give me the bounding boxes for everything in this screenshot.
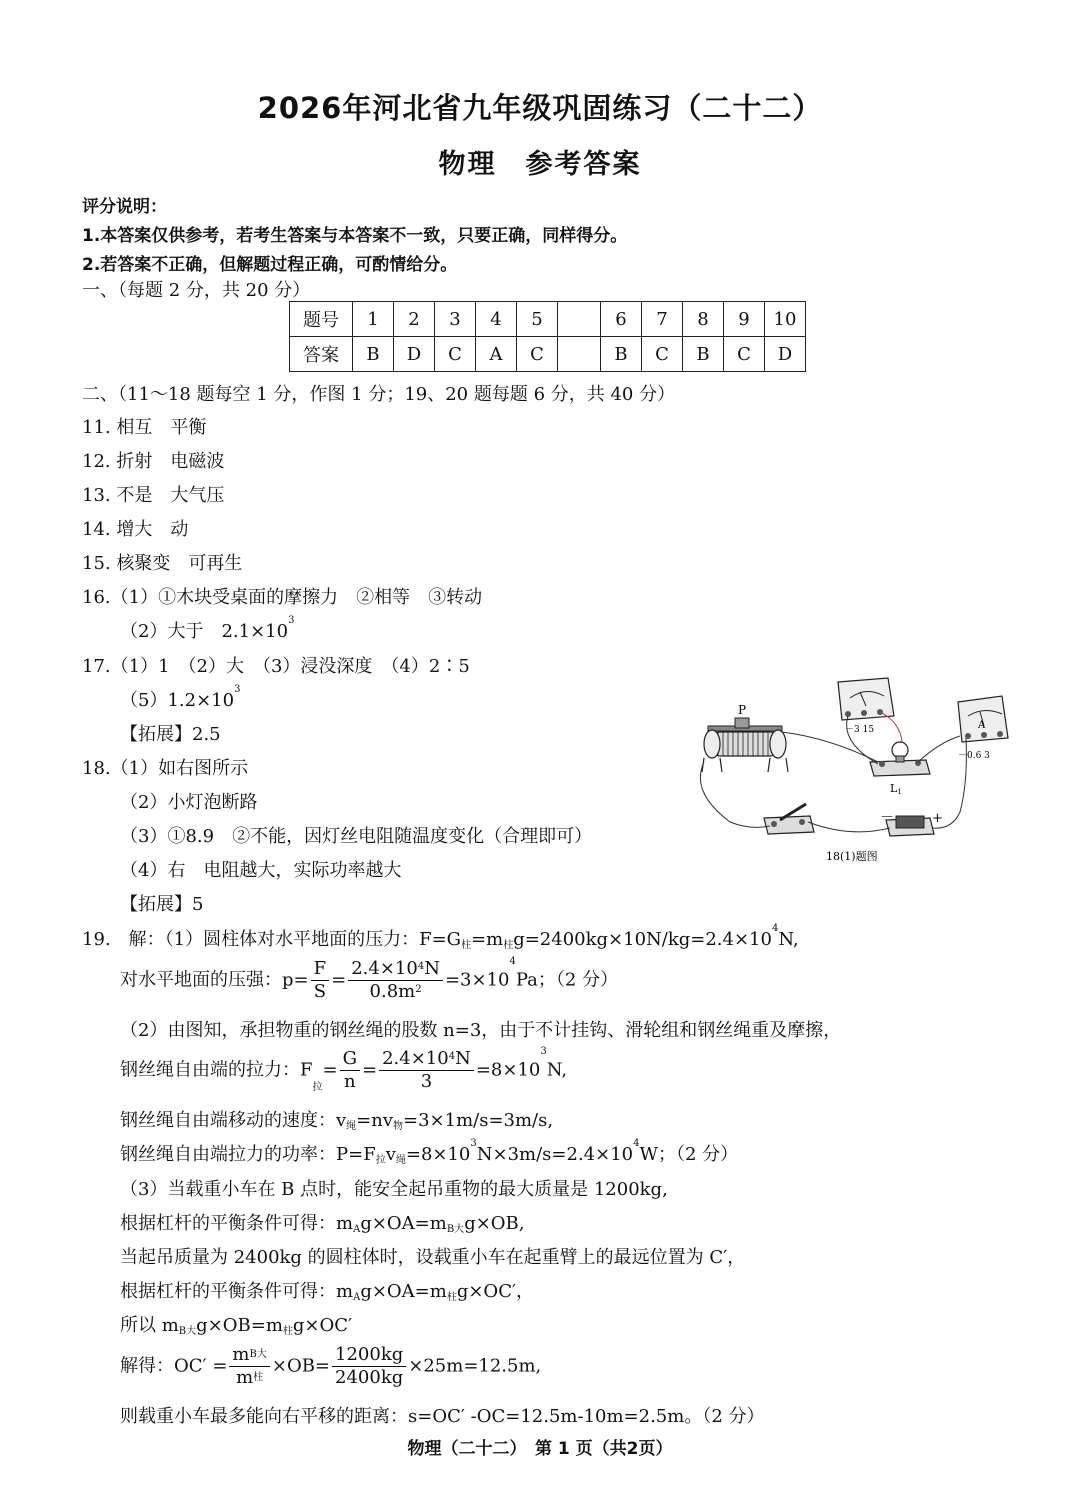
table-header-cell: 题号 [290,302,353,337]
table-cell: 9 [724,302,765,337]
table-header-cell: 答案 [290,337,353,372]
table-cell: C [642,337,683,372]
table-cell: 5 [517,302,558,337]
answer-18-3: （3）①8.9 ②不能，因灯丝电阻随温度变化（合理即可） [120,826,593,847]
table-cell: 7 [642,302,683,337]
table-cell: D [765,337,806,372]
voltmeter-icon [838,678,894,720]
table-cell: B [601,337,642,372]
table-cell: D [394,337,435,372]
page-subtitle: 物理 参考答案 [438,149,642,180]
section-2-heading: 二、（11～18 题每空 1 分，作图 1 分；19、20 题每题 6 分，共 40 分） [82,384,676,405]
ammeter-icon [958,696,1008,742]
section-1-heading: 一、（每题 2 分，共 20 分） [82,280,311,301]
table-empty-cell [558,337,601,372]
notes-heading: 评分说明： [82,197,167,217]
answer-table [289,301,806,372]
lamp-label: L1 [890,782,902,796]
switch-icon [764,804,814,834]
q19-line-13: 则载重小车最多能向右平移的距离：s=OC′ -OC=12.5m-10m=2.5m。（2 分） [120,1406,765,1427]
answer-18-4: （4）右 电阻越大，实际功率越大 [120,860,402,881]
q19-line-3: （2）由图知，承担物重的钢丝绳的股数 n=3，由于不计挂钩、滑轮组和钢丝绳重及摩擦， [120,1020,842,1041]
battery-plus: + [932,811,943,826]
table-empty-cell [558,302,601,337]
answer-16-1: 16.（1）①木块受桌面的摩擦力 ②相等 ③转动 [82,587,483,608]
table-cell: 2 [394,302,435,337]
answer-11: 11. 相互 平衡 [82,417,207,438]
table-cell: C [435,337,476,372]
ammeter-terminals: －0.6 3 [958,751,990,761]
q19-line-1: 19. 解：（1）圆柱体对水平地面的压力：F=G柱=m柱$g=2400kg\times 10N/kg=2.4\times 10^4N$, [82,923,799,951]
q19-line-5: 钢丝绳自由端移动的速度：v绳=nv物=3×1m/s=3m/s, [120,1110,554,1132]
slider-label: P [738,703,747,717]
table-cell: 8 [683,302,724,337]
q19-line-6: 钢丝绳自由端拉力的功率：P=F拉v绳$=8\times 10^3N\times 3m/s=2.4\times 10^4W$；（2 分） [120,1138,739,1166]
figure-caption: 18(1)题图 [826,850,878,863]
q19-line-8: 根据杠杆的平衡条件可得：mAg×OA=mB大g×OB, [120,1213,525,1235]
answer-17-5: $(5)1.2\times 10^3$ [120,684,241,711]
table-cell: C [724,337,765,372]
table-cell: 10 [765,302,806,337]
answer-13: 13. 不是 大气压 [82,485,225,506]
answer-18-2: （2）小灯泡断路 [120,792,258,813]
rheostat-icon [702,718,788,772]
answer-17-1: 17.（1）1 （2）大 （3）浸没深度 （4）2∶5 [82,656,470,677]
q19-line-9: 当起吊质量为 2400kg 的圆柱体时，设载重小车在起重臂上的最远位置为 C′， [120,1247,746,1268]
table-cell: B [353,337,394,372]
table-cell: 3 [435,302,476,337]
q19-line-12: 解得：OC′ = $\frac{\text{mB大}}{\text{m柱}}$ ×OB= $\frac{1200kg}{2400kg}$ ×25m=12.5m, [120,1344,542,1388]
table-cell: 1 [353,302,394,337]
circuit-diagram [690,672,1030,872]
answer-14: 14. 增大 动 [82,519,189,540]
q19-line-4: 钢丝绳自由端的拉力：F拉= $\frac{G}{n}$ = $\frac{2.4\times 10^4N}{3}$ $=8\times 10^3N$, [120,1046,568,1093]
q19-line-2: 对水平地面的压强：p= $\frac{F}{S}$ = $\frac{2.4\times 10^4N}{0.8m^2}$ $=3\times 10^4Pa$；（2 分） [120,956,619,1002]
page-footer: 物理（二十二） 第 1 页（共2页） [407,1439,673,1459]
answer-12: 12. 折射 电磁波 [82,451,225,472]
table-cell: B [683,337,724,372]
answer-18-1: 18.（1）如右图所示 [82,758,249,779]
table-row [290,302,806,337]
table-cell: 6 [601,302,642,337]
table-cell: 4 [476,302,517,337]
ammeter-letter: A [978,720,986,731]
page-title: 2026年河北省九年级巩固练习（二十二） [257,91,823,125]
battery-minus: － [880,810,894,826]
q19-line-7: （3）当载重小车在 B 点时，能安全起吊重物的最大质量是 1200kg, [120,1179,668,1200]
answer-18-extension: 【拓展】5 [120,894,204,915]
voltmeter-terminals: －3 15 [845,725,875,735]
table-row [290,337,806,372]
q19-line-10: 根据杠杆的平衡条件可得：mAg×OA=m柱g×OC′， [120,1281,535,1303]
note-2: 2.若答案不正确，但解题过程正确，可酌情给分。 [82,255,458,275]
table-cell: A [476,337,517,372]
answer-17-extension: 【拓展】2.5 [120,724,221,745]
q19-line-11: 所以 mB大g×OB=m柱g×OC′ [120,1315,353,1337]
table-cell: C [517,337,558,372]
answer-16-2: （2）大于 $2.1\times 10^3$ [120,615,295,642]
answer-15: 15. 核聚变 可再生 [82,553,243,574]
note-1: 1.本答案仅供参考，若考生答案与本答案不一致，只要正确，同样得分。 [82,226,628,246]
